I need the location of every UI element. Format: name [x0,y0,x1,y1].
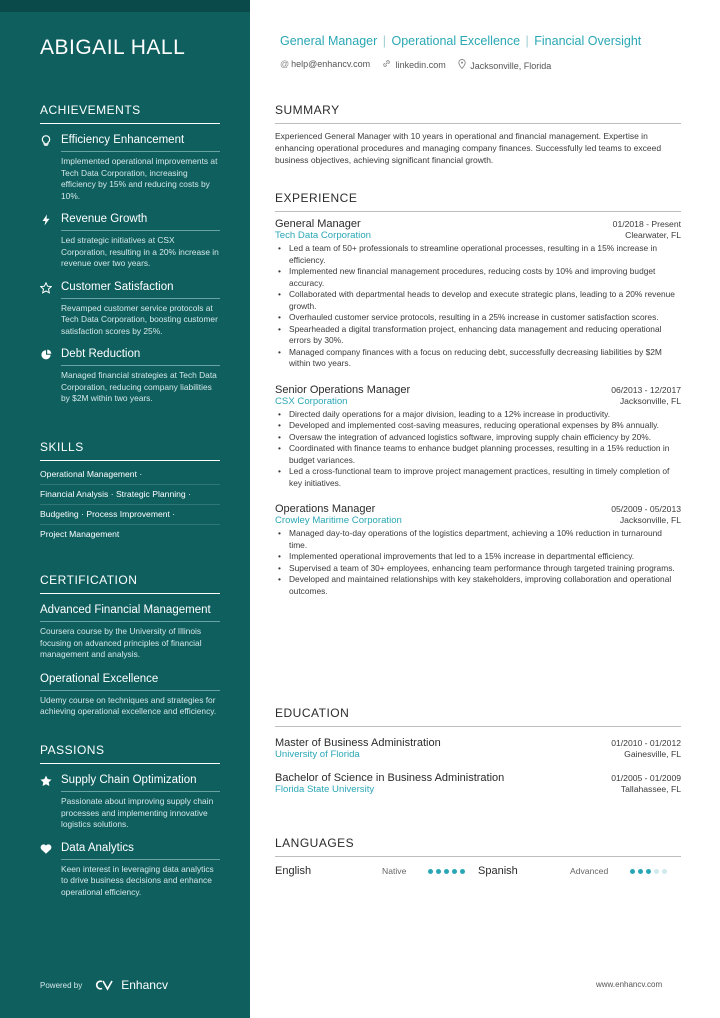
language-level: Advanced [570,866,609,876]
job-entry [275,384,681,490]
job-title: Operations Manager [275,503,376,515]
certification-desc: Coursera course by the University of Illinois focusing on advanced principles of financial management and analysis. [40,626,202,659]
certification-title: Operational Excellence [40,673,220,691]
job-bullets [275,528,681,597]
achievements-heading: ACHIEVEMENTS [40,103,220,124]
job-bullet: • Developed and maintained relationships with key stakeholders, improving collaboration and operational outcomes. [275,574,681,597]
summary-section [275,103,681,166]
rating-dot [638,869,643,874]
achievement-item [40,281,220,338]
contact-row [280,59,551,71]
job-location: Jacksonville, FL [619,395,681,406]
skill-line: Financial Analysis · Strategic Planning · [40,485,220,505]
powered-by-label: Powered by [40,980,83,990]
languages-row [275,865,681,877]
passion-desc: Passionate about improving supply chain processes and implementing innovative logistics solutions. [61,796,214,829]
language-rating [630,869,667,874]
education-location: Gainesville, FL [624,749,681,759]
location-pin-icon [458,61,469,71]
headline-part: Operational Excellence [391,34,521,48]
job-entry [275,503,681,597]
skills-heading: SKILLS [40,440,220,461]
headline-part: General Manager [280,34,378,48]
contact-linkedin[interactable] [382,59,446,71]
skill-line: Operational Management · [40,465,220,485]
education-school: Florida State University [275,784,375,795]
star-outline-icon [40,282,52,294]
job-bullet: • Spearheaded a digital transformation project, enhancing data management and reducing operational errors by 30%. [275,324,681,347]
headline-separator: | [525,34,529,48]
achievement-item [40,134,220,202]
language-rating [428,869,465,874]
job-title: General Manager [275,218,361,230]
contact-linkedin-text: linkedin.com [395,60,446,70]
achievement-item [40,213,220,270]
achievement-item [40,348,220,405]
achievement-desc: Managed financial strategies at Tech Data Corporation, reducing company liabilities by $2M within two years. [61,370,217,403]
rating-dot [436,869,441,874]
job-bullet: • Led a team of 50+ professionals to streamline operational processes, resulting in a 15% increase in efficiency. [275,243,681,266]
certification-heading: CERTIFICATION [40,573,220,594]
achievement-desc: Revamped customer service protocols at Tech Data Corporation, boosting customer satisfaction scores by 25%. [61,302,218,336]
achievement-title: Debt Reduction [61,348,220,366]
passions-section [40,743,220,909]
job-date: 01/2018 - Present [612,219,681,229]
rating-dot [662,869,667,874]
education-entry [275,737,681,760]
job-bullet: • Directed daily operations for a major division, leading to a 12% increase in productivity. [275,409,681,421]
job-bullet: • Overhauled customer service protocols, resulting in a 25% increase in customer satisfaction scores. [275,312,681,324]
job-company: Crowley Maritime Corporation [275,515,402,526]
passion-item [40,842,220,899]
summary-text: Experienced General Manager with 10 years in operational and financial management. Expertise in enhancing operational procedures and managing company finances. Successfully led teams to exceed business objectives, achieving significant financial growth. [275,131,662,165]
job-bullet: • Collaborated with departmental heads to develop and execute strategic plans, leading to a 20% revenue growth. [275,289,681,312]
link-icon [382,60,394,70]
education-date: 01/2005 - 01/2009 [611,773,681,783]
education-section [275,706,681,807]
certification-desc: Udemy course on techniques and strategies for achieving operational excellence and efficiency. [40,694,217,716]
languages-heading: LANGUAGES [275,836,681,857]
heart-icon [40,843,52,855]
job-company: CSX Corporation [275,395,348,407]
job-bullet: • Developed and implemented cost-saving measures, reducing operational expenses by 8% annually. [275,420,681,432]
achievement-desc: Led strategic initiatives at CSX Corporation, resulting in a 20% increase in revenue over two years. [61,235,219,268]
job-bullet: • Oversaw the integration of advanced logistics software, improving supply chain efficiency by 20%. [275,432,681,444]
contact-email-text: help@enhancv.com [291,59,371,69]
passion-desc: Keen interest in leveraging data analytics to drive business decisions and enhance operational efficiency. [61,863,214,897]
lightning-icon [40,214,52,226]
education-entry [275,772,681,795]
rating-dot [428,869,433,874]
enhancv-logo[interactable] [94,978,168,992]
passions-heading: PASSIONS [40,743,220,764]
education-school: University of Florida [275,749,360,760]
job-entry [275,218,681,370]
experience-heading: EXPERIENCE [275,191,681,212]
headline [280,34,641,48]
summary-heading: SUMMARY [275,103,681,124]
language-item [275,865,478,877]
piggy-bank-icon [40,349,52,361]
sidebar-top-band [0,0,250,12]
headline-separator: | [382,34,387,48]
job-bullet: • Implemented operational improvements that led to a 15% increase in departmental efficiency. [275,551,681,563]
achievements-section [40,103,220,416]
footer-url[interactable]: www.enhancv.com [596,980,663,989]
rating-dot [630,869,635,874]
rating-dot [444,869,449,874]
rating-dot [654,869,659,874]
rating-dot [646,869,651,874]
achievement-title: Customer Satisfaction [61,281,220,299]
language-level: Native [382,866,407,876]
passion-title: Data Analytics [61,842,220,860]
skills-section [40,440,220,544]
job-bullets [275,243,681,370]
language-item [478,865,681,877]
languages-section [275,836,681,877]
job-bullet: • Managed company finances with a focus on reducing debt, successfully decreasing liabilities by $2M within two years. [275,347,681,370]
rating-dot [460,869,465,874]
contact-location-text: Jacksonville, Florida [470,61,552,71]
job-company: Tech Data Corporation [275,230,371,241]
sidebar [0,0,250,1018]
achievement-title: Revenue Growth [61,213,220,231]
language-name: English [275,865,312,877]
job-bullet: • Supervised a team of 30+ employees, enhancing team performance through targeted training programs. [275,563,681,575]
education-date: 01/2010 - 01/2012 [611,738,681,748]
education-degree: Master of Business Administration [275,737,441,749]
candidate-name: ABIGAIL HALL [40,36,186,59]
education-degree: Bachelor of Science in Business Administration [275,772,505,784]
passion-title: Supply Chain Optimization [61,774,220,792]
job-location: Clearwater, FL [625,230,681,240]
skill-line: Project Management [40,529,120,539]
education-heading: EDUCATION [275,706,681,727]
contact-email[interactable] [280,59,370,71]
experience-section [275,191,681,605]
job-bullet: • Managed day-to-day operations of the logistics department, achieving a 10% reduction in turnaround time. [275,528,681,551]
contact-location [458,59,552,71]
job-title: Senior Operations Manager [275,383,411,396]
star-icon [40,775,52,787]
lightbulb-icon [40,135,52,147]
language-name: Spanish [478,865,518,877]
job-bullets [275,409,681,490]
achievement-title: Efficiency Enhancement [61,134,220,152]
job-date: 06/2013 - 12/2017 [611,384,681,395]
certification-title: Advanced Financial Management [40,604,220,622]
enhancv-brand: Enhancv [121,978,168,992]
enhancv-logo-icon [94,979,116,991]
achievement-desc: Implemented operational improvements at Tech Data Corporation, increasing efficiency by 15% and reducing costs by 10%. [61,156,218,201]
at-icon: @ [280,59,290,69]
powered-by [40,978,168,992]
certification-section [40,573,220,730]
skill-line: Budgeting · Process Improvement · [40,505,220,525]
passion-item [40,774,220,831]
education-location: Tallahassee, FL [620,784,681,794]
rating-dot [452,869,457,874]
job-bullet: • Coordinated with finance teams to enhance budget planning processes, resulting in a 15% reduction in budget variances. [275,443,681,466]
job-date: 05/2009 - 05/2013 [611,504,681,514]
job-location: Jacksonville, FL [619,515,681,525]
job-bullet: • Implemented new financial management procedures, reducing costs by 10% and improving budget accuracy. [275,266,681,289]
job-bullet: • Led a cross-functional team to improve project management practices, resulting in timely completion of key initiatives. [275,466,681,489]
headline-part: Financial Oversight [534,34,642,48]
